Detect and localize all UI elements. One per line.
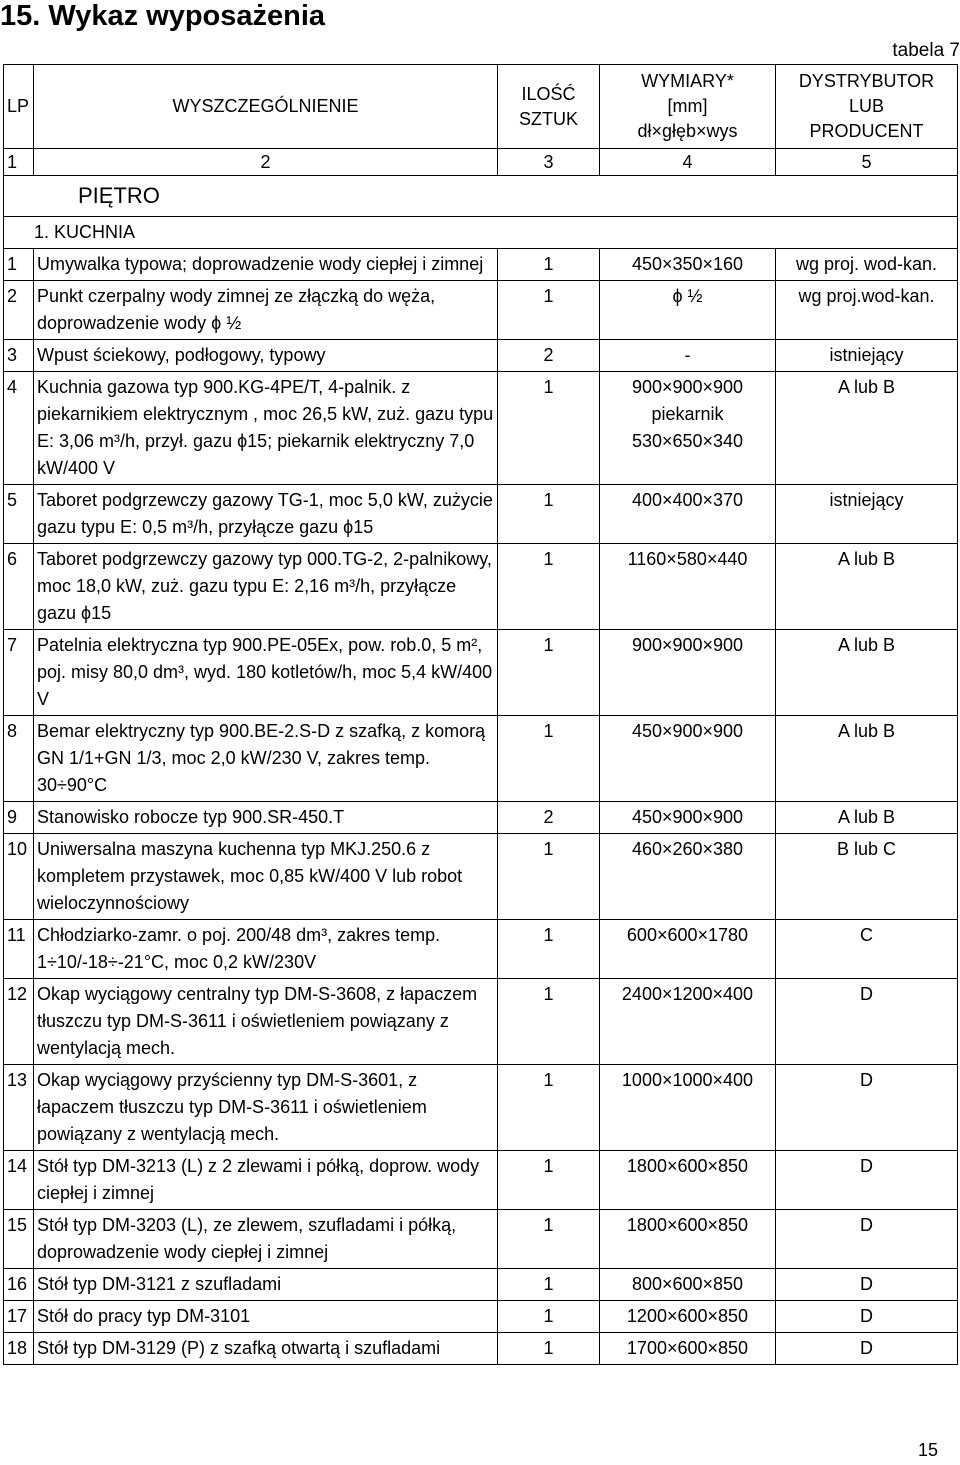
section-row [4, 217, 958, 249]
row-lp: 14 [4, 1151, 34, 1210]
table-row [4, 1301, 958, 1333]
row-quantity: 1 [498, 716, 600, 802]
table-row [4, 979, 958, 1065]
row-lp: 7 [4, 630, 34, 716]
header-dist: DYSTRYBUTOR LUB PRODUCENT [776, 65, 958, 149]
row-quantity: 1 [498, 834, 600, 920]
row-description: Umywalka typowa; doprowadzenie wody ciepłej i zimnej [34, 249, 498, 281]
row-dimensions: 450×350×160 [600, 249, 776, 281]
row-description: Patelnia elektryczna typ 900.PE-05Ex, pow. rob.0, 5 m², poj. misy 80,0 dm³, wyd. 180 kotletów/h, moc 5,4 kW/400 V [34, 630, 498, 716]
row-distributor: D [776, 1151, 958, 1210]
header-qty: ILOŚĆ SZTUK [498, 65, 600, 149]
row-dimensions: 400×400×370 [600, 485, 776, 544]
row-distributor: istniejący [776, 340, 958, 372]
table-row [4, 920, 958, 979]
row-dimensions: 2400×1200×400 [600, 979, 776, 1065]
row-lp: 10 [4, 834, 34, 920]
row-lp: 1 [4, 249, 34, 281]
row-dimensions: 1000×1000×400 [600, 1065, 776, 1151]
table-row [4, 1210, 958, 1269]
row-lp: 12 [4, 979, 34, 1065]
row-quantity: 1 [498, 920, 600, 979]
header-lp: LP [4, 65, 34, 149]
row-quantity: 1 [498, 1301, 600, 1333]
row-distributor: D [776, 979, 958, 1065]
row-dimensions: 1160×580×440 [600, 544, 776, 630]
floor-label: PIĘTRO [4, 176, 958, 217]
row-description: Wpust ściekowy, podłogowy, typowy [34, 340, 498, 372]
row-distributor: D [776, 1269, 958, 1301]
row-dimensions: 460×260×380 [600, 834, 776, 920]
row-distributor: D [776, 1333, 958, 1365]
header-row [4, 65, 958, 149]
row-quantity: 1 [498, 281, 600, 340]
row-lp: 5 [4, 485, 34, 544]
row-distributor: D [776, 1065, 958, 1151]
row-description: Bemar elektryczny typ 900.BE-2.S-D z szafką, z komorą GN 1/1+GN 1/3, moc 2,0 kW/230 V, zakres temp. 30÷90°C [34, 716, 498, 802]
table-row [4, 372, 958, 485]
row-distributor: D [776, 1301, 958, 1333]
row-distributor: A lub B [776, 372, 958, 485]
colnum-3: 3 [498, 149, 600, 176]
page-heading: 15. Wykaz wyposażenia [0, 0, 326, 32]
row-lp: 2 [4, 281, 34, 340]
row-dimensions: 1200×600×850 [600, 1301, 776, 1333]
column-numbers-row [4, 149, 958, 176]
row-quantity: 1 [498, 1065, 600, 1151]
row-distributor: istniejący [776, 485, 958, 544]
row-lp: 9 [4, 802, 34, 834]
row-quantity: 2 [498, 802, 600, 834]
row-quantity: 2 [498, 340, 600, 372]
row-description: Stół typ DM-3213 (L) z 2 zlewami i półką, doprow. wody ciepłej i zimnej [34, 1151, 498, 1210]
row-description: Chłodziarko-zamr. o poj. 200/48 dm³, zakres temp. 1÷10/-18÷-21°C, moc 0,2 kW/230V [34, 920, 498, 979]
row-quantity: 1 [498, 1210, 600, 1269]
row-lp: 17 [4, 1301, 34, 1333]
row-quantity: 1 [498, 249, 600, 281]
row-lp: 16 [4, 1269, 34, 1301]
row-lp: 4 [4, 372, 34, 485]
row-quantity: 1 [498, 1269, 600, 1301]
colnum-4: 4 [600, 149, 776, 176]
row-distributor: A lub B [776, 544, 958, 630]
row-description: Stół typ DM-3121 z szufladami [34, 1269, 498, 1301]
row-description: Stół typ DM-3203 (L), ze zlewem, szufladami i półką, doprowadzenie wody ciepłej i zimnej [34, 1210, 498, 1269]
header-dim: WYMIARY* [mm] dł×głęb×wys [600, 65, 776, 149]
row-description: Stół typ DM-3129 (P) z szafką otwartą i szufladami [34, 1333, 498, 1365]
table-row [4, 630, 958, 716]
table-row [4, 834, 958, 920]
row-quantity: 1 [498, 485, 600, 544]
row-distributor: D [776, 1210, 958, 1269]
table-row [4, 281, 958, 340]
row-description: Stół do pracy typ DM-3101 [34, 1301, 498, 1333]
row-distributor: A lub B [776, 630, 958, 716]
row-dimensions: 1700×600×850 [600, 1333, 776, 1365]
row-distributor: B lub C [776, 834, 958, 920]
table-row [4, 1333, 958, 1365]
row-dimensions: 900×900×900 [600, 630, 776, 716]
row-description: Taboret podgrzewczy gazowy typ 000.TG-2, 2-palnikowy, moc 18,0 kW, zuż. gazu typu E: 2,16 m³/h, przyłącze gazu ϕ15 [34, 544, 498, 630]
row-lp: 11 [4, 920, 34, 979]
row-dimensions: - [600, 340, 776, 372]
table-label: tabela 7 [892, 40, 960, 61]
row-lp: 8 [4, 716, 34, 802]
row-dimensions: 450×900×900 [600, 716, 776, 802]
colnum-2: 2 [34, 149, 498, 176]
row-description: Uniwersalna maszyna kuchenna typ MKJ.250.6 z kompletem przystawek, moc 0,85 kW/400 V lub robot wieloczynnościowy [34, 834, 498, 920]
equipment-table [3, 64, 958, 1365]
row-quantity: 1 [498, 630, 600, 716]
table-row [4, 1151, 958, 1210]
page-number: 15 [917, 1440, 938, 1460]
row-dimensions: 600×600×1780 [600, 920, 776, 979]
row-quantity: 1 [498, 1333, 600, 1365]
row-dimensions: ϕ ½ [600, 281, 776, 340]
row-description: Punkt czerpalny wody zimnej ze złączką do węża, doprowadzenie wody ϕ ½ [34, 281, 498, 340]
row-dimensions: 900×900×900 piekarnik 530×650×340 [600, 372, 776, 485]
table-row [4, 485, 958, 544]
row-description: Stanowisko robocze typ 900.SR-450.T [34, 802, 498, 834]
table-row [4, 1065, 958, 1151]
row-dimensions: 800×600×850 [600, 1269, 776, 1301]
row-quantity: 1 [498, 979, 600, 1065]
floor-row [4, 176, 958, 217]
row-lp: 3 [4, 340, 34, 372]
row-description: Okap wyciągowy przyścienny typ DM-S-3601, z łapaczem tłuszczu typ DM-S-3611 i oświetleniem powiązany z wentylacją mech. [34, 1065, 498, 1151]
header-desc: WYSZCZEGÓLNIENIE [34, 65, 498, 149]
table-row [4, 802, 958, 834]
section-label: 1. KUCHNIA [4, 217, 958, 249]
table-row [4, 249, 958, 281]
row-lp: 15 [4, 1210, 34, 1269]
row-lp: 18 [4, 1333, 34, 1365]
row-quantity: 1 [498, 1151, 600, 1210]
row-distributor: C [776, 920, 958, 979]
row-dimensions: 450×900×900 [600, 802, 776, 834]
row-quantity: 1 [498, 372, 600, 485]
table-row [4, 1269, 958, 1301]
row-description: Okap wyciągowy centralny typ DM-S-3608, z łapaczem tłuszczu typ DM-S-3611 i oświetleniem powiązany z wentylacją mech. [34, 979, 498, 1065]
colnum-1: 1 [4, 149, 34, 176]
row-lp: 13 [4, 1065, 34, 1151]
row-distributor: A lub B [776, 802, 958, 834]
row-dimensions: 1800×600×850 [600, 1151, 776, 1210]
row-dimensions: 1800×600×850 [600, 1210, 776, 1269]
colnum-5: 5 [776, 149, 958, 176]
row-description: Taboret podgrzewczy gazowy TG-1, moc 5,0 kW, zużycie gazu typu E: 0,5 m³/h, przyłącze gazu ϕ15 [34, 485, 498, 544]
row-distributor: A lub B [776, 716, 958, 802]
table-row [4, 340, 958, 372]
row-quantity: 1 [498, 544, 600, 630]
row-description: Kuchnia gazowa typ 900.KG-4PE/T, 4-palnik. z piekarnikiem elektrycznym , moc 26,5 kW, zuż. gazu typu E: 3,06 m³/h, przył. gazu ϕ15; piekarnik elektryczny 7,0 kW/400 V [34, 372, 498, 485]
table-row [4, 544, 958, 630]
row-distributor: wg proj.wod-kan. [776, 281, 958, 340]
table-row [4, 716, 958, 802]
row-lp: 6 [4, 544, 34, 630]
row-distributor: wg proj. wod-kan. [776, 249, 958, 281]
